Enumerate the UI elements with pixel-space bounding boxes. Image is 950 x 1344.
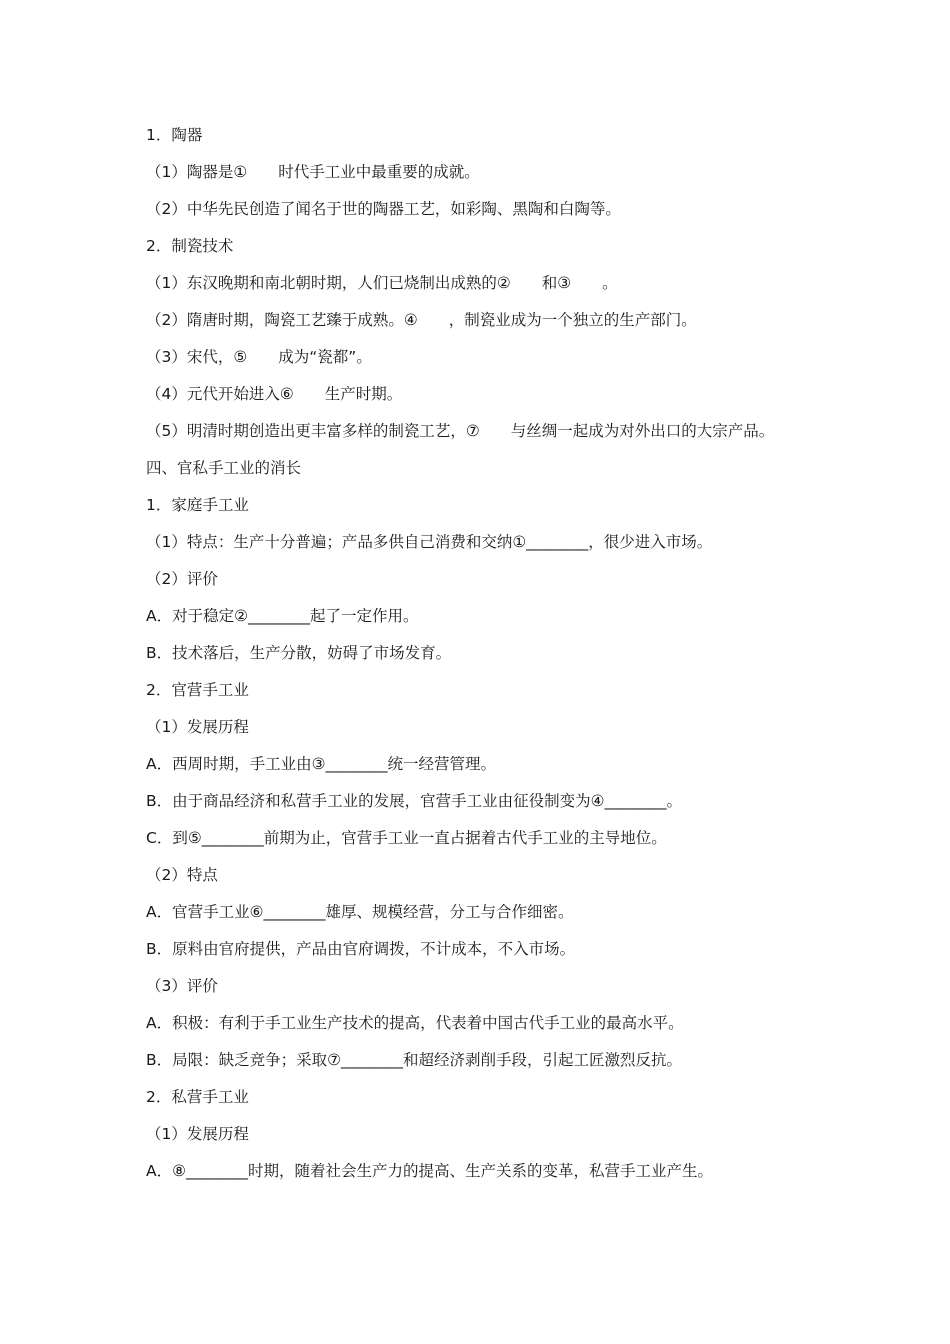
text-line: A．⑧________时期，随着社会生产力的提高、生产关系的变革，私营手工业产生。 (146, 1162, 714, 1180)
text-line: A．对于稳定②________起了一定作用。 (146, 607, 419, 625)
text-line: （1）陶器是① 时代手工业中最重要的成就。 (146, 163, 480, 181)
heading-porcelain: 2．制瓷技术 (146, 237, 234, 255)
text-line: （2）特点 (146, 866, 218, 884)
text-line: （4）元代开始进入⑥ 生产时期。 (146, 385, 403, 403)
text-line: A．官营手工业⑥________雄厚、规模经营，分工与合作细密。 (146, 903, 574, 921)
text-line: （5）明清时期创造出更丰富多样的制瓷工艺，⑦ 与丝绸一起成为对外出口的大宗产品。 (146, 422, 775, 440)
heading-private-handicraft: 2．私营手工业 (146, 1088, 249, 1106)
text-line: A．积极：有利于手工业生产技术的提高，代表着中国古代手工业的最高水平。 (146, 1014, 684, 1032)
heading-pottery: 1．陶器 (146, 126, 203, 144)
text-line: （2）中华先民创造了闻名于世的陶器工艺，如彩陶、黑陶和白陶等。 (146, 200, 621, 218)
text-line: B．局限：缺乏竞争；采取⑦________和超经济剥削手段，引起工匠激烈反抗。 (146, 1051, 683, 1069)
text-line: （3）评价 (146, 977, 218, 995)
heading-household-handicraft: 1．家庭手工业 (146, 496, 249, 514)
text-line: （2）评价 (146, 570, 218, 588)
text-line: A．西周时期，手工业由③________统一经营管理。 (146, 755, 497, 773)
text-line: （1）发展历程 (146, 1125, 249, 1143)
text-line: （1）特点：生产十分普遍；产品多供自己消费和交纳①________，很少进入市场。 (146, 533, 713, 551)
text-line: （1）东汉晚期和南北朝时期，人们已烧制出成熟的② 和③ 。 (146, 274, 618, 292)
text-line: （1）发展历程 (146, 718, 249, 736)
text-line: B．由于商品经济和私营手工业的发展，官营手工业由征役制变为④________。 (146, 792, 683, 810)
text-line: C．到⑤________前期为止，官营手工业一直占据着古代手工业的主导地位。 (146, 829, 667, 847)
text-line: （2）隋唐时期，陶瓷工艺臻于成熟。④ ，制瓷业成为一个独立的生产部门。 (146, 311, 697, 329)
section-heading: 四、官私手工业的消长 (146, 459, 302, 477)
text-line: （3）宋代，⑤ 成为“瓷都”。 (146, 348, 372, 366)
text-line: B．技术落后，生产分散，妨碍了市场发育。 (146, 644, 452, 662)
heading-official-handicraft: 2．官营手工业 (146, 681, 249, 699)
text-line: B．原料由官府提供，产品由官府调拨，不计成本，不入市场。 (146, 940, 576, 958)
